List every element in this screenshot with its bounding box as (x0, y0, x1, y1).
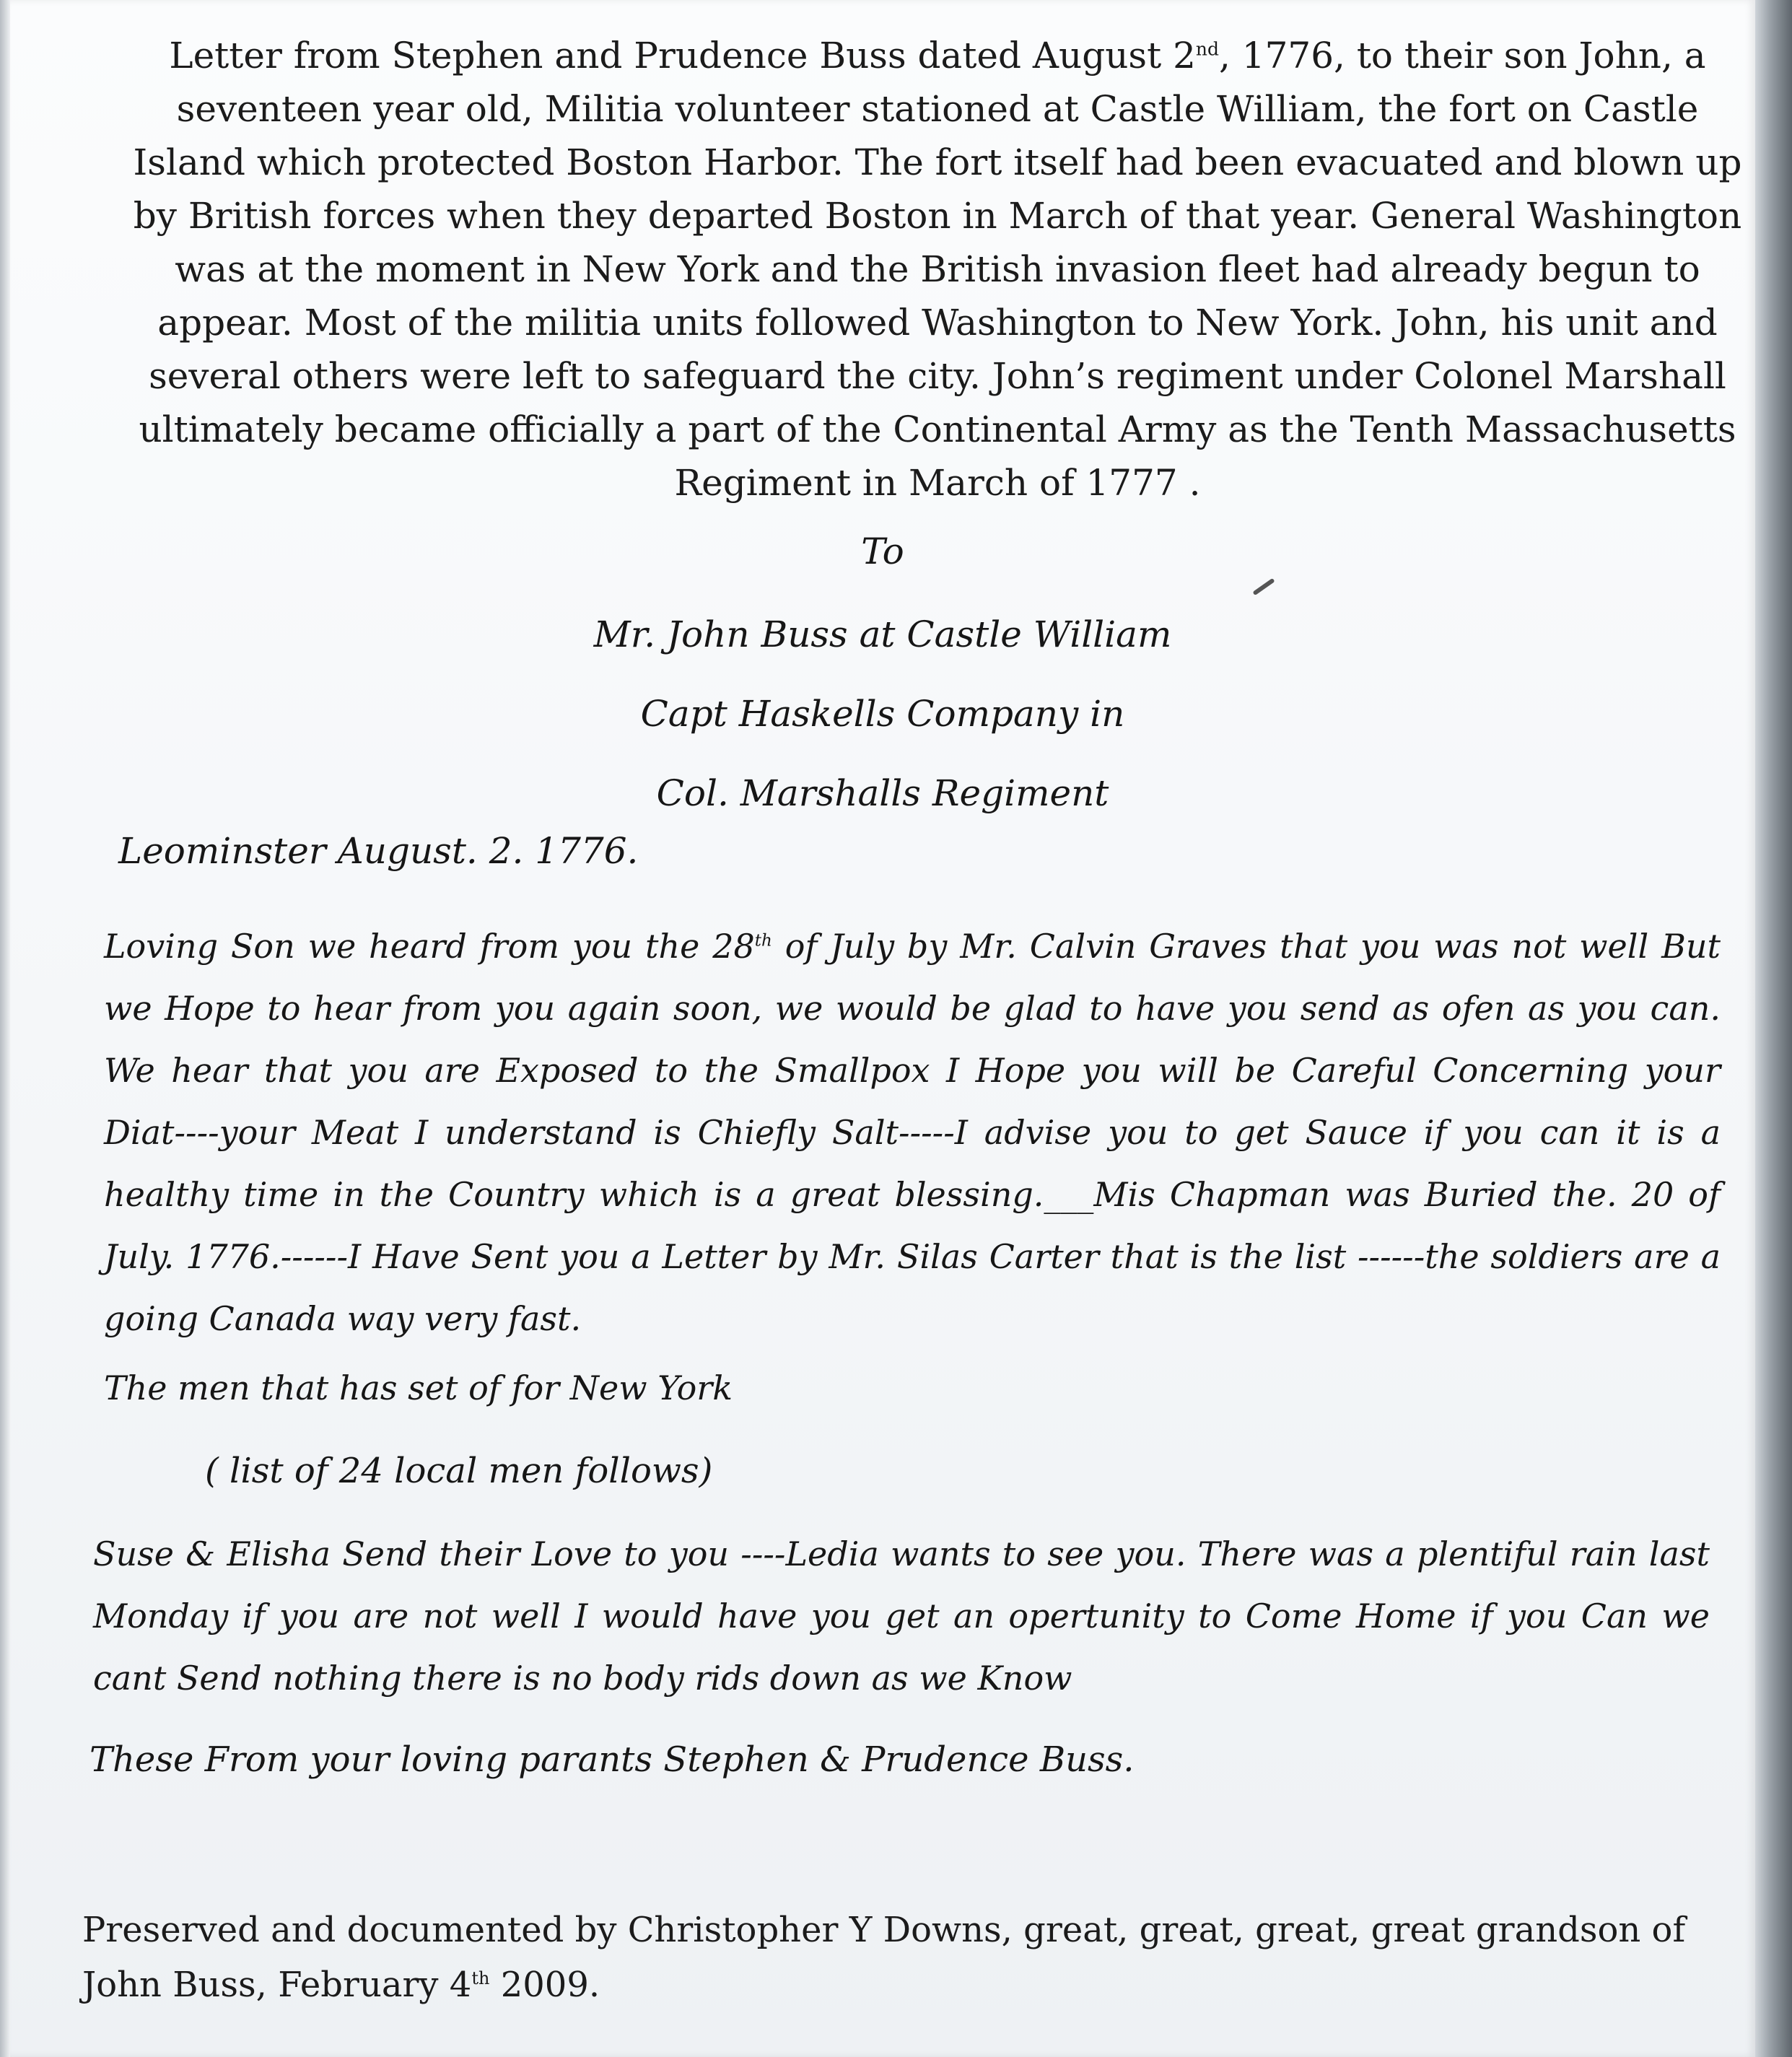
intro-paragraph (133, 29, 1742, 510)
letter-date-ordinal: th (754, 931, 772, 951)
letter-paragraph-3: Suse & Elisha Send their Love to you ----Ledia wants to see you. There was a plentiful rain last Monday if you are not well I would have you get an opertunity to Come Home if you Can we cant Send nothing there is no body rids down as we Know (93, 1534, 1710, 1698)
intro-text-start: Letter from Stephen and Prudence Buss dated August 2 (169, 35, 1196, 77)
address-to: To (861, 530, 904, 572)
scan-right-border (1755, 0, 1792, 2057)
footer-note (82, 1903, 1713, 2012)
letter-paragraph-2: The men that has set of for New York (104, 1368, 733, 1407)
letter-closing: These From your loving parants Stephen & Prudence Buss. (89, 1739, 1135, 1780)
footer-text-end: 2009. (489, 1965, 600, 2005)
address-company: Capt Haskells Company in (640, 693, 1125, 735)
letter-paragraph-1-start: Loving Son we heard from you the 28 (104, 927, 755, 966)
letter-dateline: Leominster August. 2. 1776. (118, 830, 639, 872)
footer-text-start: Preserved and documented by Christopher Y Downs, great, great, great, great grandson of John Buss, February 4 (82, 1910, 1686, 2005)
document-page (10, 0, 1755, 2057)
intro-date-ordinal: nd (1195, 38, 1219, 60)
address-regiment: Col. Marshalls Regiment (656, 772, 1109, 814)
letter-paragraph-1 (104, 915, 1721, 1350)
letter-paragraph-1-rest: of July by Mr. Calvin Graves that you was not well But we Hope to hear from you again soon, we would be glad to have you send as ofen as you can. We hear that you are Exposed to the Smallpox I Hope you will be Careful Concerning your Diat----your Meat I understand is Chiefly Salt-----I advise you to get Sauce if you can it is a healthy time in the Country which is a great blessing.___Mis Chapman was Buried the. 20 of July. 1776.------I Have Sent you a Letter by Mr. Silas Carter that is the list ------the soldiers are a going Canada way very fast. (104, 927, 1721, 1338)
address-recipient: Mr. John Buss at Castle William (593, 613, 1172, 655)
footer-date-ordinal: th (471, 1968, 490, 1988)
letter-list-note: ( list of 24 local men follows) (205, 1451, 713, 1491)
scan-mark (1252, 578, 1275, 595)
scan-left-border (0, 0, 10, 2057)
intro-text-rest: , 1776, to their son John, a seventeen year old, Militia volunteer stationed at Castle William, the fort on Castle Island which protected Boston Harbor. The fort itself had been evacuated and blown up by British forces when they departed Boston in March of that year. General Washington was at the moment in New York and the British invasion fleet had already begun to appear. Most of the militia units followed Washington to New York. John, his unit and several others were left to safeguard the city. John’s regiment under Colonel Marshall ultimately became officially a part of the Continental Army as the Tenth Massachusetts Regiment in March of 1777 . (133, 35, 1742, 504)
